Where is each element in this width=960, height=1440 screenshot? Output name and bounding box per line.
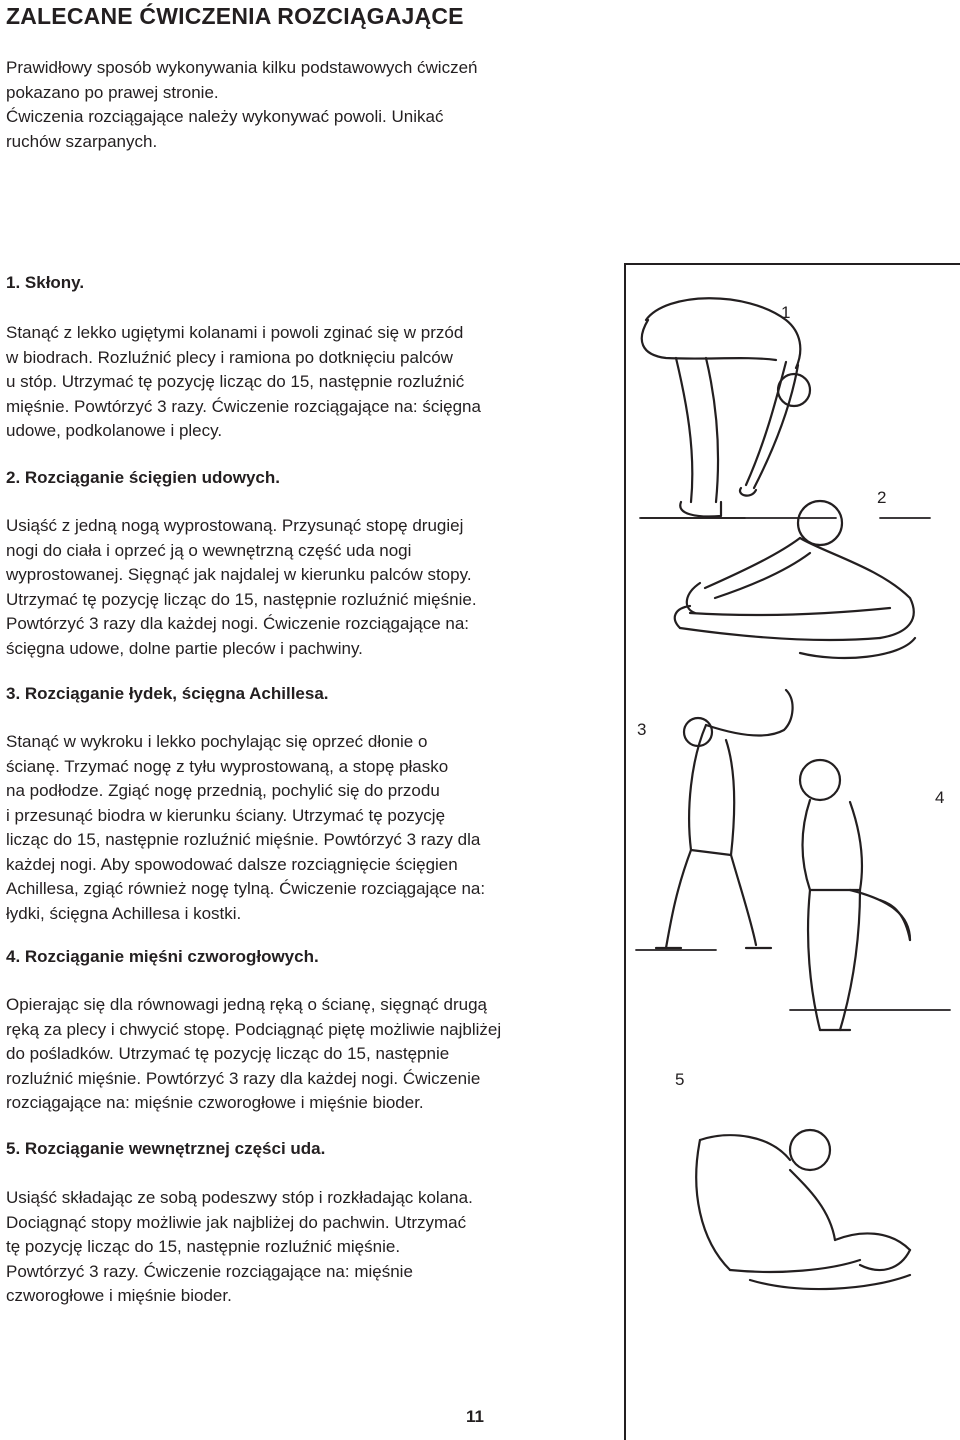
- page-title: ZALECANE ĆWICZENIA ROZCIĄGAJĄCE: [6, 3, 464, 29]
- exercise-line: Achillesa, zgiąć również nogę tylną. Ćwiczenie rozciągające na:: [6, 879, 486, 898]
- exercise-line: rozluźnić mięśnie. Powtórzyć 3 razy dla każdej nogi. Ćwiczenie: [6, 1068, 481, 1088]
- intro-line: Ćwiczenia rozciągające należy wykonywać powoli. Unikać: [6, 107, 444, 126]
- exercise-3-text: [6, 730, 596, 926]
- exercise-line: Powtórzyć 3 razy dla każdej nogi. Ćwiczenie rozciągające na:: [6, 614, 470, 633]
- figure-5-label: 5: [675, 1070, 685, 1089]
- exercise-3-heading: 3. Rozciąganie łydek, ścięgna Achillesa.: [6, 684, 329, 703]
- exercise-line: wyprostowanej. Sięgnąć jak najdalej w kierunku palców stopy.: [6, 565, 472, 584]
- exercise-line: ścięgna udowe, dolne partie pleców i pachwiny.: [6, 638, 363, 658]
- exercise-line: u stóp. Utrzymać tę pozycję licząc do 15, następnie rozluźnić: [6, 372, 465, 391]
- intro-line: pokazano po prawej stronie.: [6, 82, 219, 102]
- figure-2-label: 2: [877, 488, 887, 507]
- exercise-5-heading: 5. Rozciąganie wewnętrznej części uda.: [6, 1139, 326, 1158]
- inner-thigh-stretch-illustration: [660, 1100, 950, 1310]
- exercise-line: Stanąć w wykroku i lekko pochylając się oprzeć dłonie o: [6, 732, 428, 751]
- figure-3-label: 3: [637, 720, 647, 739]
- exercise-line: do pośladków. Utrzymać tę pozycję licząc do 15, następnie: [6, 1044, 450, 1063]
- exercise-line: Powtórzyć 3 razy. Ćwiczenie rozciągające na: mięśnie: [6, 1261, 413, 1281]
- intro-line: ruchów szarpanych.: [6, 131, 158, 151]
- exercise-line: nogi do ciała i oprzeć ją o wewnętrzną część uda nogi: [6, 540, 412, 560]
- intro-line: Prawidłowy sposób wykonywania kilku podstawowych ćwiczeń: [6, 58, 478, 77]
- figure-1-label: 1: [781, 303, 791, 322]
- exercise-line: Usiąść z jedną nogą wyprostowaną. Przysunąć stopę drugiej: [6, 516, 464, 535]
- exercise-2-heading: 2. Rozciąganie ścięgien udowych.: [6, 468, 280, 487]
- exercise-2-text: [6, 514, 596, 661]
- exercise-line: Opierając się dla równowagi jedną ręką o ścianę, sięgnąć drugą: [6, 995, 488, 1014]
- quadriceps-stretch-illustration: [780, 740, 960, 1110]
- exercise-1-heading: 1. Skłony.: [6, 273, 85, 292]
- exercise-line: i przesunąć biodra w kierunku ściany. Utrzymać tę pozycję: [6, 805, 446, 825]
- exercise-line: Stanąć z lekko ugiętymi kolanami i powoli zginać się w przód: [6, 323, 464, 342]
- exercise-line: udowe, podkolanowe i plecy.: [6, 421, 223, 440]
- figure-4-label: 4: [935, 788, 945, 807]
- exercise-line: w biodrach. Rozluźnić plecy i ramiona po dotknięciu palców: [6, 347, 453, 367]
- intro-text: [6, 56, 596, 154]
- exercise-line: na podłodze. Zgiąć nogę przednią, pochylić się do przodu: [6, 781, 440, 800]
- exercise-line: licząc do 15, następnie rozluźnić mięśnie. Powtórzyć 3 razy dla: [6, 830, 481, 849]
- exercise-line: mięśnie. Powtórzyć 3 razy. Ćwiczenie rozciągające na: ścięgna: [6, 396, 481, 416]
- exercise-line: łydki, ścięgna Achillesa i kostki.: [6, 903, 242, 923]
- exercise-line: ścianę. Trzymać nogę z tyłu wyprostowaną, a stopę płasko: [6, 756, 449, 776]
- exercise-line: Usiąść składając ze sobą podeszwy stóp i rozkładając kolana.: [6, 1188, 473, 1207]
- exercise-4-text: [6, 993, 596, 1116]
- exercise-line: Utrzymać tę pozycję licząc do 15, następnie rozluźnić mięśnie.: [6, 589, 477, 609]
- hamstring-stretch-illustration: [640, 478, 930, 678]
- exercise-line: czworogłowe i mięśnie bioder.: [6, 1286, 232, 1305]
- exercise-5-text: [6, 1186, 596, 1309]
- exercise-line: ręką za plecy i chwycić stopę. Podciągnąć piętę możliwie najbliżej: [6, 1019, 502, 1039]
- exercise-4-heading: 4. Rozciąganie mięśni czworogłowych.: [6, 947, 319, 966]
- exercise-line: tę pozycję licząc do 15, następnie rozluźnić mięśnie.: [6, 1237, 401, 1256]
- exercise-line: Dociągnąć stopy możliwie jak najbliżej do pachwin. Utrzymać: [6, 1212, 467, 1232]
- exercise-line: rozciągające na: mięśnie czworogłowe i mięśnie bioder.: [6, 1093, 424, 1112]
- page-number: 11: [466, 1407, 484, 1426]
- exercise-1-text: [6, 321, 596, 444]
- exercise-line: każdej nogi. Aby spowodować dalsze rozciągnięcie ścięgien: [6, 854, 458, 874]
